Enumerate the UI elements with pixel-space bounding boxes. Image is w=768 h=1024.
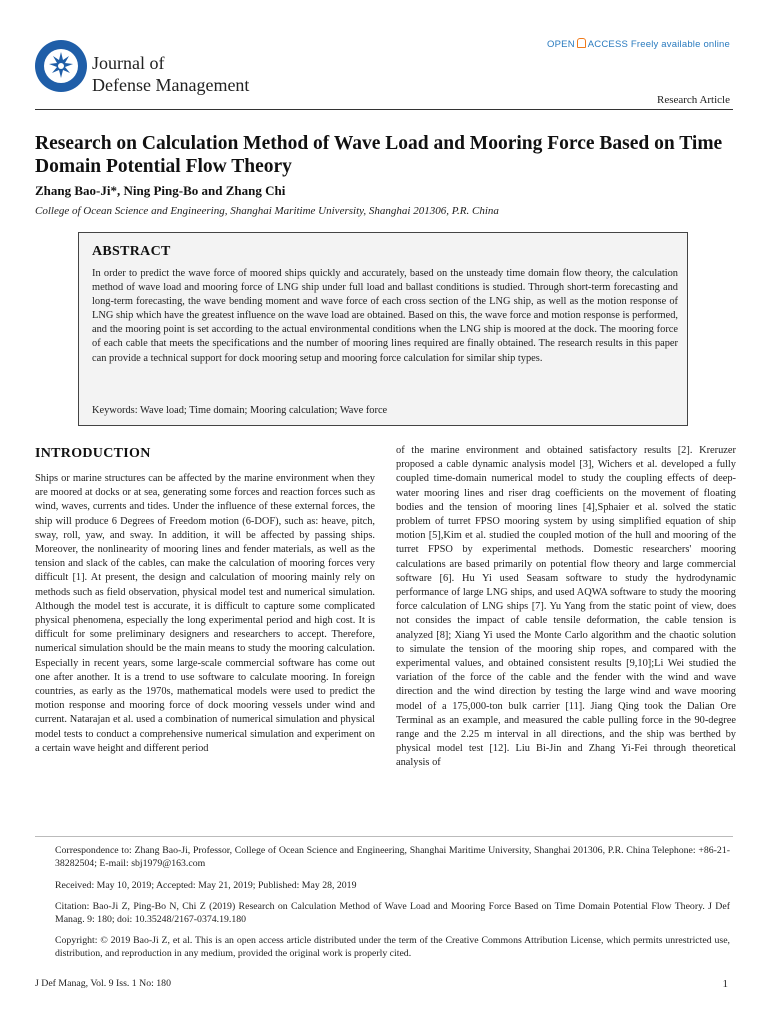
open-access-badge	[547, 38, 730, 50]
article-title: Research on Calculation Method of Wave Load and Mooring Force Based on Time Domain Potential Flow Theory	[35, 133, 723, 177]
footer-journal-ref: J Def Manag, Vol. 9 Iss. 1 No: 180	[35, 978, 171, 989]
copyright-note: Copyright: © 2019 Bao-Ji Z, et al. This is an open access article distributed under the term of the Creative Commons Attribution License, which permits unrestricted use, distribution, and reproduction in any medium, provided the original work is properly cited.	[55, 935, 730, 960]
section-heading-introduction: INTRODUCTION	[35, 446, 151, 461]
open-label: OPEN	[547, 39, 575, 50]
body-column-left: Ships or marine structures can be affected by the marine environment when they are moored at docks or at sea, generating some forces and reaction forces such as wind, waves, currents and tides. Under the influence of these external forces, the ship will produce 6 Degrees of Freedom motion (6-DOF), such as: heave, pitch, sway, roll, yaw, and sway. In addition, it will be affected by passing ships. Moreover, the nonlinearity of mooring lines and fender materials, as well as the tension and slack of the cables, can make the calculation of mooring forces very difficult [1]. At present, the design and calculation of mooring mainly rely on methods such as field observation, physical model test and numerical simulation. Although the model test is accurate, it is difficult to capture some complicated physical phenomena, especially the long experimental period and high cost. It is difficult for some preliminary designers and researchers to accept. Therefore, numerical simulation should be the main means to study the mooring calculation. Especially in recent years, some large-scale commercial software has come out one after another. It is a trend to use software to calculate mooring. In foreign countries, as early as the 1970s, mathematical models were used to predict the motion response and mooring force of dock mooring vessels under wind and current. Natarajan et al. used a combination of numerical simulation and physical model tests to conduct a comprehensive numerical simulation and experiment on a certain wave height and different period	[35, 473, 375, 754]
journal-name	[92, 52, 249, 96]
footnote-divider	[35, 836, 733, 837]
journal-logo	[35, 40, 87, 92]
article-authors: Zhang Bao-Ji*, Ning Ping-Bo and Zhang Chi	[35, 183, 286, 198]
logo-emblem	[35, 40, 87, 92]
journal-name-line2: Defense Management	[92, 75, 250, 95]
citation-note: Citation: Bao-Ji Z, Ping-Bo N, Chi Z (2019) Research on Calculation Method of Wave Load and Mooring Force Based on Time Domain Potential Flow Theory. J Def Manag. 9: 180; doi: 10.35248/2167-0374.19.180	[55, 901, 730, 926]
header-divider	[35, 109, 733, 110]
open-lock-icon	[577, 38, 586, 48]
dates-note: Received: May 10, 2019; Accepted: May 21, 2019; Published: May 28, 2019	[55, 880, 357, 891]
abstract-text: In order to predict the wave force of moored ships quickly and accurately, based on the unsteady time domain flow theory, the calculation method of wave load and mooring force of LNG ship under full load and ballast conditions is studied. Through short-term forecasting and long-term forecasting, the wave bending moment and wave force of each cross section of the LNG ship, as well as the motion response of LNG ship which have the greatest influence on the wave load are obtained. Based on this, the wave force and motion response is performed, and the mooring point is set according to the actual environmental conditions when the LNG ship is moored at the dock. The mooring force of each cable that meets the specifications and the number of mooring lines required are finally obtained. The research results in this paper can provide a technical support for dock mooring setup and mooring force calculation for similar ship types.	[92, 268, 678, 364]
author-affiliation: College of Ocean Science and Engineering, Shanghai Maritime University, Shanghai 201306, P.R. China	[35, 205, 499, 217]
keywords: Keywords: Wave load; Time domain; Mooring calculation; Wave force	[92, 405, 388, 416]
body-column-right: of the marine environment and obtained satisfactory results [2]. Kreruzer proposed a cable dynamic analysis model [3], Wichers et al. developed a fully coupled time-domain numerical model to study the coupling effects of deep-water mooring lines and riser drag coefficients on the movement of floating bodies and the tension of mooring lines [4],Sphaier et al. solved the static problem of turret FPSO mooring system by using simplified equation of ship motion [5],Kim et al. studied the coupled motion of the hull and mooring of the turret FPSO by experimental methods. Domestic researchers' mooring calculations are based primarily on potential flow theory and large commercial software [6]. Hu Yi used Seasam software to study the hydrodynamic performance of large LNG ships, and used AQWA software to study the mooring force calculation of LNG ships [7]. Yu Yang from the static point of view, does not consides the impact of cable tensile deformation, the cable tension is analyzed [8]; Xiang Yi used the Monte Carlo algorithm and the chaotic solution to simulate the tension of the mooring ship ropes, and compared with the experimental values, and obtained consistent results [9,10];Li Wei studied the variation of the force of the cable and the fender with the wind and wave direction and the wind direction by testing the large wind and wave mooring model of a 175,000-ton bulk carrier [11]. Jiang Qing took the Dalian Ore Terminal as an example, and measured the cable pulling force in the 90-degree range and the 2.25 m interval in all directions, and the ship was berthed by physical model test [12]. Liu Bi-Jin and Zhang Yi-Fei through theoretical analysis of	[396, 445, 736, 769]
page-number: 1	[722, 978, 728, 990]
access-label: ACCESS Freely available online	[587, 39, 730, 50]
journal-name-line1: Journal of	[92, 53, 165, 73]
correspondence-note: Correspondence to: Zhang Bao-Ji, Professor, College of Ocean Science and Engineering, Shanghai Maritime University, Shanghai 201306, P.R. China Telephone: +86-21-38282504; E-mail: sbj1979@163.com	[55, 845, 730, 870]
article-type: Research Article	[657, 94, 730, 106]
abstract-heading: ABSTRACT	[92, 244, 171, 259]
